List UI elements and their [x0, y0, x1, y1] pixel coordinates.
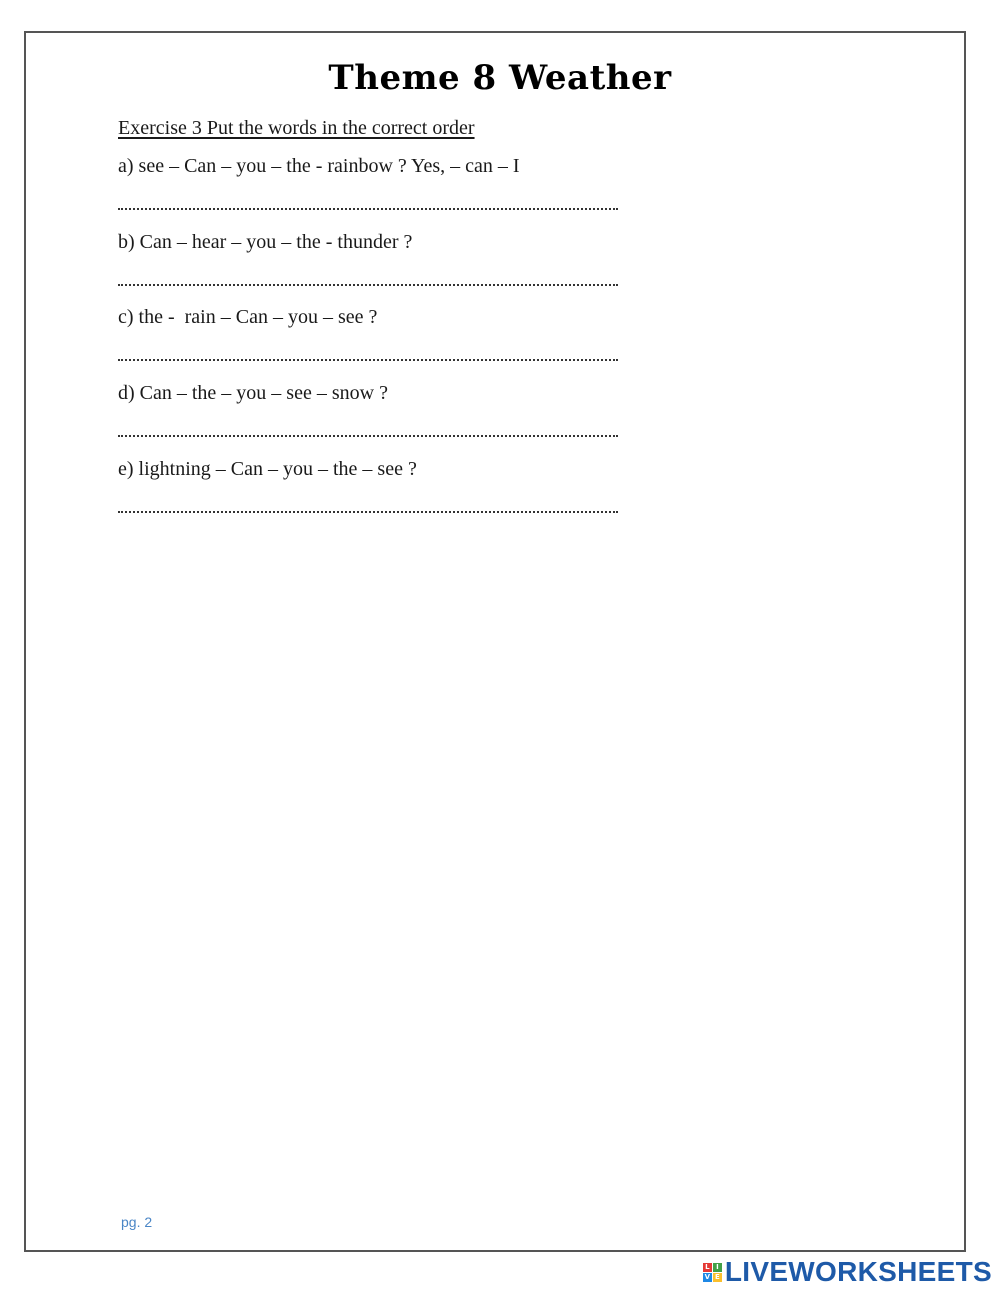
exercise-item-c: c) the - rain – Can – you – see ?: [118, 306, 378, 328]
liveworksheets-logo-icon: [703, 1263, 722, 1282]
exercise-instruction: Exercise 3 Put the words in the correct order: [118, 117, 475, 139]
logo-tile-i: I: [713, 1263, 722, 1272]
answer-line-e[interactable]: [118, 509, 618, 513]
answer-line-d[interactable]: [118, 433, 618, 437]
answer-line-c[interactable]: [118, 357, 618, 361]
exercise-item-e: e) lightning – Can – you – the – see ?: [118, 458, 417, 480]
page-frame: [24, 31, 966, 1252]
page-number: pg. 2: [121, 1214, 153, 1230]
page-title: Theme 8 Weather: [328, 58, 672, 98]
exercise-item-b: b) Can – hear – you – the - thunder ?: [118, 231, 413, 253]
liveworksheets-brand[interactable]: [703, 1256, 992, 1288]
exercise-item-a: a) see – Can – you – the - rainbow ? Yes, – can – I: [118, 155, 520, 177]
answer-line-b[interactable]: [118, 282, 618, 286]
answer-line-a[interactable]: [118, 206, 618, 210]
liveworksheets-wordmark: LIVEWORKSHEETS: [724, 1256, 992, 1287]
logo-tile-l: L: [703, 1263, 712, 1272]
logo-tile-e: E: [713, 1273, 722, 1282]
exercise-item-d: d) Can – the – you – see – snow ?: [118, 382, 388, 404]
logo-tile-v: V: [704, 1272, 711, 1281]
